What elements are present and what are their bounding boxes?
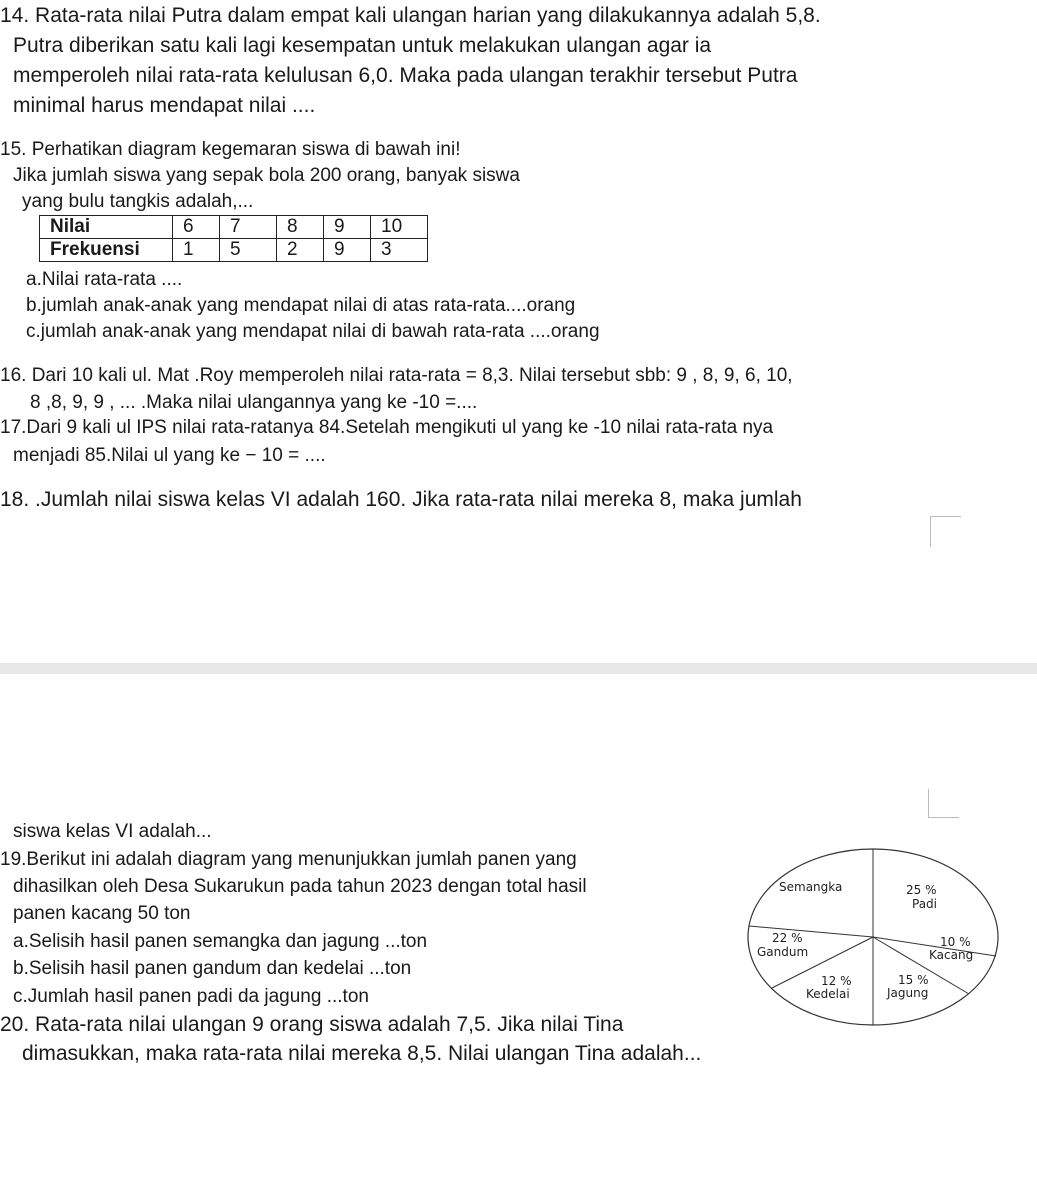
table-cell: 1 xyxy=(173,239,220,262)
table-row xyxy=(40,239,428,262)
pie-label-kedelai: Kedelai xyxy=(806,987,850,1001)
crop-corner-mark xyxy=(928,789,959,818)
pie-label-kacang: Kacang xyxy=(929,948,974,962)
q20-line2: dimasukkan, maka rata-rata nilai mereka 8,5. Nilai ulangan Tina adalah... xyxy=(22,1042,702,1065)
q15-line3: yang bulu tangkis adalah,... xyxy=(22,191,254,212)
q14-line4: minimal harus mendapat nilai .... xyxy=(13,94,316,117)
q18-line2: siswa kelas VI adalah... xyxy=(13,821,212,842)
q16-line2: 8 ,8, 9, 9 , ... .Maka nilai ulangannya yang ke -10 =.... xyxy=(30,392,478,413)
crop-corner-mark xyxy=(930,516,961,547)
harvest-pie-chart xyxy=(744,846,1004,1028)
q15-c: c.jumlah anak-anak yang mendapat nilai di bawah rata-rata ....orang xyxy=(26,321,600,342)
table-header-cell: Frekuensi xyxy=(40,239,173,262)
q14-line2: Putra diberikan satu kali lagi kesempatan untuk melakukan ulangan agar ia xyxy=(13,34,712,57)
pie-value-kacang: 10 % xyxy=(940,935,971,949)
table-cell: 5 xyxy=(220,239,277,262)
pie-value-gandum: 22 % xyxy=(772,931,803,945)
table-cell: 2 xyxy=(277,239,324,262)
q15-b: b.jumlah anak-anak yang mendapat nilai di atas rata-rata....orang xyxy=(26,295,576,316)
pie-label-gandum: Gandum xyxy=(757,945,809,959)
q19-line3: panen kacang 50 ton xyxy=(13,903,191,924)
pie-value-kedelai: 12 % xyxy=(821,974,852,988)
q16-line1: 16. Dari 10 kali ul. Mat .Roy memperoleh nilai rata-rata = 8,3. Nilai tersebut sbb: 9 , 8, 9, 6, 10, xyxy=(0,365,793,386)
table-cell: 9 xyxy=(324,239,371,262)
q20-line1: 20. Rata-rata nilai ulangan 9 orang siswa adalah 7,5. Jika nilai Tina xyxy=(0,1013,624,1036)
q19-a: a.Selisih hasil panen semangka dan jagung ...ton xyxy=(13,931,428,952)
table-cell: 8 xyxy=(277,216,324,239)
table-cell: 7 xyxy=(220,216,277,239)
q19-line2: dihasilkan oleh Desa Sukarukun pada tahun 2023 dengan total hasil xyxy=(13,876,587,897)
q14-line3: memperoleh nilai rata-rata kelulusan 6,0. Maka pada ulangan terakhir tersebut Putra xyxy=(13,64,798,87)
q19-c: c.Jumlah hasil panen padi da jagung ...ton xyxy=(13,986,369,1007)
q17-line1: 17.Dari 9 kali ul IPS nilai rata-ratanya 84.Setelah mengikuti ul yang ke -10 nilai rata-rata nya xyxy=(0,417,774,438)
pie-label-semangka: Semangka xyxy=(779,880,843,894)
pie-label-padi: Padi xyxy=(912,897,938,911)
table-header-cell: Nilai xyxy=(40,216,173,239)
q17-line2: menjadi 85.Nilai ul yang ke − 10 = .... xyxy=(13,445,326,466)
q15-line1: 15. Perhatikan diagram kegemaran siswa di bawah ini! xyxy=(0,139,461,160)
table-row xyxy=(40,216,428,239)
q14-line1: 14. Rata-rata nilai Putra dalam empat kali ulangan harian yang dilakukannya adalah 5,8. xyxy=(0,4,821,27)
q19-b: b.Selisih hasil panen gandum dan kedelai ...ton xyxy=(13,958,412,979)
pie-value-jagung: 15 % xyxy=(898,973,929,987)
q15-a: a.Nilai rata-rata .... xyxy=(26,269,183,290)
table-cell: 9 xyxy=(324,216,371,239)
q19-line1: 19.Berikut ini adalah diagram yang menunjukkan jumlah panen yang xyxy=(0,849,577,870)
q18-line1: 18. .Jumlah nilai siswa kelas VI adalah 160. Jika rata-rata nilai mereka 8, maka jumlah xyxy=(0,488,802,511)
table-cell: 3 xyxy=(371,239,428,262)
pie-label-jagung: Jagung xyxy=(887,986,929,1000)
table-cell: 10 xyxy=(371,216,428,239)
q15-line2: Jika jumlah siswa yang sepak bola 200 orang, banyak siswa xyxy=(13,165,520,186)
table-cell: 6 xyxy=(173,216,220,239)
frequency-table xyxy=(39,215,428,262)
page-separator xyxy=(0,663,1037,674)
pie-value-padi: 25 % xyxy=(906,883,937,897)
